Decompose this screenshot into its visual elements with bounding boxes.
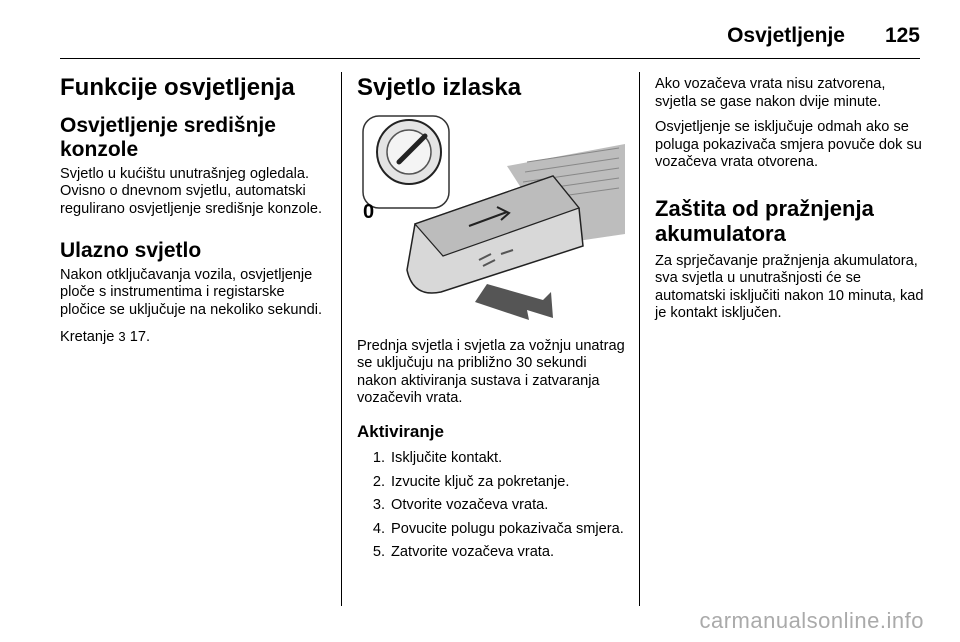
activation-steps [357, 450, 625, 562]
battery-protection-title: Zaštita od pražnjenja akumulatora [655, 195, 874, 247]
cross-reference-label: Kretanje [60, 328, 115, 345]
reference-arrow-icon: 3 [118, 328, 126, 344]
section-title: Osvjetljenje [727, 24, 845, 47]
list-item: 2. Izvucite ključ za pokretanje. [372, 473, 570, 490]
activation-title: Aktiviranje [357, 421, 444, 441]
cross-reference[interactable] [60, 328, 328, 347]
section-console-text: Svjetlo u kućištu unutrašnjeg ogledala. Ovisno o dnevnom svjetlu, automatski regulirano osvjetljenje središnje konzole. [60, 165, 323, 218]
battery-protection-text: Za sprječavanje pražnjenja akumulatora, sva svjetla u unutrašnjosti će se automatski isključiti nakon 10 minuta, kad je kontakt isključen. [655, 252, 924, 322]
door-open-text: Ako vozačeva vrata nisu zatvorena, svjetla se gase nakon dvije minute. [655, 76, 886, 110]
list-item: 4. Povucite polugu pokazivača smjera. [372, 520, 624, 537]
section-entry-title: Ulazno svjetlo [60, 238, 202, 262]
switch-off-text: Osvjetljenje se isključuje odmah ako se poluga pokazivača smjera povuče dok su vozačeva vrata otvorena. [655, 119, 922, 171]
list-item: 1. Isključite kontakt. [372, 449, 503, 466]
exit-light-title: Svjetlo izlaska [357, 74, 522, 101]
exit-light-text: Prednja svjetla i svjetla za vožnju unatrag se uključuju na približno 30 sekundi nakon aktiviranja sustava i zatvaranja vozačevih vrata. [357, 337, 625, 407]
section-entry-text: Nakon otključavanja vozila, osvjetljenje ploče s instrumentima i registarske pločice se uključuje na nekoliko sekundi. [60, 266, 323, 318]
list-item: 3. Otvorite vozačeva vrata. [372, 497, 549, 514]
column-3 [655, 64, 925, 331]
column-1 [60, 64, 328, 354]
page-number: 125 [884, 24, 920, 47]
stalk-illustration [357, 114, 625, 324]
cross-reference-page: 17. [129, 328, 151, 345]
column-divider-2 [639, 72, 640, 606]
watermark: carmanualsonline.info [699, 608, 924, 633]
column-divider-1 [341, 72, 342, 606]
page-header [60, 18, 920, 48]
list-item: 5. Zatvorite vozačeva vrata. [372, 544, 555, 561]
main-title: Funkcije osvjetljenja [60, 74, 295, 101]
header-rule [60, 58, 920, 59]
column-2 [357, 64, 625, 568]
ignition-position-label: 0 [363, 200, 375, 223]
section-console-title: Osvjetljenje središnje konzole [60, 113, 276, 161]
